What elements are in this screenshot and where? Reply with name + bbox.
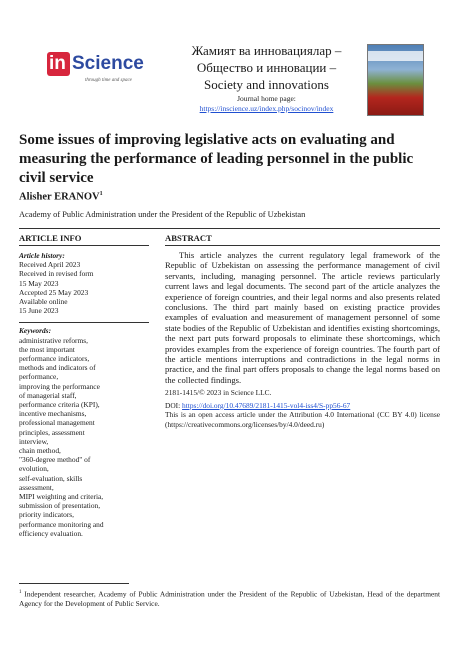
history-line: Received in revised form: [19, 269, 94, 279]
logo-in-text: in: [49, 53, 66, 74]
keyword-line: submission of presentation,: [19, 501, 101, 511]
keyword-line: principles, assessment: [19, 427, 85, 437]
keyword-line: professional management: [19, 418, 95, 428]
journal-title-en: Society and innovations: [204, 77, 329, 92]
keyword-line: performance monitoring and: [19, 519, 104, 529]
license-text: This is an open access article under the Attribution 4.0 International (CC BY 4.0) license (https://creativecommons.org/licenses/by/4.0/deed.ru): [165, 410, 440, 429]
keyword-line: incentive mechanisms,: [19, 409, 87, 419]
keyword-line: assessment,: [19, 482, 54, 492]
abstract-column: [165, 230, 440, 429]
article-history-label: Article history:: [19, 251, 65, 260]
journal-cover-image: [367, 44, 424, 116]
keyword-line: of managerial staff,: [19, 390, 77, 400]
keyword-line: MIPI weighting and criteria,: [19, 492, 104, 502]
history-line: Available online: [19, 297, 68, 307]
history-line: 15 May 2023: [19, 278, 59, 288]
keyword-line: "360-degree method" of: [19, 455, 91, 465]
keyword-line: self-evaluation, skills: [19, 473, 83, 483]
keyword-line: evolution,: [19, 464, 49, 474]
logo-science-text: Science: [72, 53, 144, 74]
history-line: Accepted 25 May 2023: [19, 287, 89, 297]
keyword-line: priority indicators,: [19, 510, 75, 520]
journal-title-ru: Общество и инновации –: [196, 60, 337, 75]
author-name-text: Alisher ERANOV: [19, 191, 100, 203]
keyword-line: performance,: [19, 372, 59, 382]
journal-header: [19, 40, 440, 120]
footnote-text: Independent researcher, Academy of Public Administration under the President of the Republic of Uzbekistan, Head of the department Agency for the Development of Public Service.: [19, 589, 440, 609]
article-history: [19, 246, 149, 315]
footnote: [19, 588, 440, 609]
keyword-line: performance indicators,: [19, 354, 90, 364]
keyword-line: methods and indicators of: [19, 363, 96, 373]
keyword-line: efficiency evaluation.: [19, 528, 83, 538]
article-info-heading: ARTICLE INFO: [19, 230, 149, 246]
keyword-line: administrative reforms,: [19, 335, 88, 345]
journal-title-block: [159, 42, 374, 114]
cover-title-band: [368, 51, 423, 61]
keyword-line: improving the performance: [19, 381, 100, 391]
doi-label: DOI:: [165, 400, 183, 410]
keyword-line: chain method,: [19, 446, 61, 456]
keyword-line: interview,: [19, 436, 49, 446]
logo-tagline: through time and space: [85, 78, 132, 83]
abstract-text: This article analyzes the current regulatory legal framework of the Republic of Uzbekistan on assessing the performance management of civil servants, including, managing personnel. The article reviews particularly current laws and legal documents. The second part of the article analyzes the experience of foreign countries, and their legal norms and also presents related conclusions. The third part mainly based on existing practice provides examples of evaluation and measurement of management personnel of some state bodies of the Republic of Uzbekistan and identifies existing shortcomings, the next part puts forward proposals to eliminate these shortcomings, which provides examples from the experience of foreign countries. The fourth part of the article mentions interruptions and contradictions in the legal norms in practice, and the final part offers proposals to change the legal norms based on the collected findings.: [165, 250, 440, 385]
history-line: Received April 2023: [19, 260, 81, 270]
journal-homepage-label: Journal home page:: [237, 94, 296, 103]
journal-title-uz: Жамият ва инновациялар –: [191, 43, 342, 58]
abstract-heading: ABSTRACT: [165, 230, 440, 246]
paper-title: Some issues of improving legislative acts on evaluating and measuring the performance of leading personnel in the public civil service: [19, 132, 414, 186]
journal-homepage-link[interactable]: https://inscience.uz/index.php/socinov/index: [199, 104, 334, 113]
inscience-logo: [47, 48, 147, 92]
author-affiliation: Academy of Public Administration under the President of the Republic of Uzbekistan: [19, 210, 306, 219]
keyword-line: the most important: [19, 344, 75, 354]
author-footnote-mark: 1: [99, 191, 103, 197]
doi-line: [165, 401, 440, 411]
paper-title-block: [19, 131, 440, 188]
footnote-mark: 1: [19, 590, 22, 595]
keyword-line: performance criteria (KPI),: [19, 400, 100, 410]
doi-link[interactable]: https://doi.org/10.47689/2181-1415-vol4-iss4/S-pp56-67: [182, 400, 351, 410]
keywords-box: [19, 322, 149, 538]
divider-top: [19, 228, 440, 229]
footnote-divider: [19, 583, 129, 584]
copyright-line: 2181-1415/© 2023 in Science LLC.: [165, 388, 272, 398]
history-line: 15 June 2023: [19, 306, 59, 316]
keywords-label: Keywords:: [19, 326, 52, 336]
author-name: [19, 191, 103, 203]
article-info-column: [19, 230, 149, 538]
